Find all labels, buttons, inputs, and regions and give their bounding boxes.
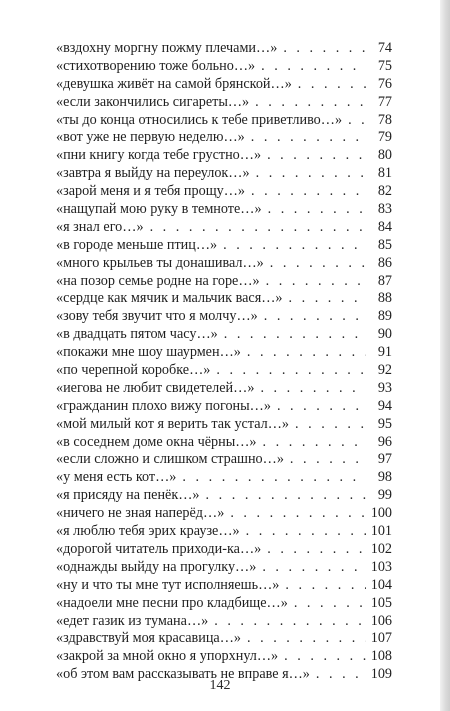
dot-leader: [214, 613, 366, 631]
toc-entry-title: «я люблю тебя эрих краузе…»: [56, 523, 240, 540]
dot-leader: [150, 219, 366, 237]
dot-leader: [224, 326, 366, 344]
dot-leader: [267, 147, 366, 165]
dot-leader: [251, 183, 366, 201]
toc-entry: [56, 398, 392, 416]
toc-entry-title: «в двадцать пятом часу…»: [56, 326, 218, 343]
toc-entry-title: «я присяду на пенёк…»: [56, 487, 200, 504]
toc-entry-page: 108: [370, 648, 392, 665]
dot-leader: [277, 398, 366, 416]
toc-entry: [56, 76, 392, 94]
toc-entry: [56, 273, 392, 291]
toc-entry-title: «однажды выйду на прогулку…»: [56, 558, 257, 575]
toc-entry-page: 87: [377, 272, 392, 289]
toc-entry-title: «завтра я выйду на переулок…»: [56, 165, 250, 182]
dot-leader: [289, 290, 367, 308]
toc-entry: [56, 487, 392, 505]
toc-entry-page: 75: [377, 57, 392, 74]
page-number: 142: [209, 678, 231, 693]
toc-entry-title: «зарой меня и я тебя прощу…»: [56, 183, 245, 200]
toc-entry-title: «вздохну моргну пожму плечами…»: [56, 40, 278, 56]
toc-entry-page: 79: [377, 129, 392, 146]
toc-entry: [56, 40, 392, 58]
toc-entry-page: 89: [377, 308, 392, 325]
toc-entry-title: «ну и что ты мне тут исполняешь…»: [56, 576, 280, 593]
dot-leader: [230, 505, 366, 523]
toc-entry: [56, 362, 392, 380]
toc-entry-page: 98: [377, 469, 392, 486]
toc-entry-page: 102: [370, 540, 392, 557]
dot-leader: [298, 76, 366, 94]
dot-leader: [247, 344, 366, 362]
dot-leader: [246, 523, 366, 541]
toc-entry-title: «нащупай мою руку в темноте…»: [56, 201, 262, 218]
toc-entry: [56, 290, 392, 308]
toc-entry-page: 83: [377, 201, 392, 218]
toc-entry: [56, 380, 392, 398]
toc-entry-title: «здравствуй моя красавица…»: [56, 630, 241, 647]
dot-leader: [256, 165, 366, 183]
toc-entry-title: «об этом вам рассказывать не вправе я…»: [56, 666, 310, 683]
dot-leader: [295, 416, 366, 434]
toc-entry: [56, 201, 392, 219]
toc-entry-title: «зову тебя звучит что я молчу…»: [56, 308, 258, 325]
toc-entry-page: 96: [377, 433, 392, 450]
toc-entry-page: 106: [370, 612, 392, 629]
toc-entry: [56, 505, 392, 523]
toc-entry: [56, 523, 392, 541]
dot-leader: [290, 451, 366, 469]
dot-leader: [262, 559, 366, 577]
toc-entry-page: 95: [377, 415, 392, 432]
toc-entry-page: 97: [377, 451, 392, 468]
toc-entry: [56, 595, 392, 613]
toc-entry-title: «пни книгу когда тебе грустно…»: [56, 147, 262, 164]
toc-entry-title: «если закончились сигареты…»: [56, 93, 250, 110]
toc-entry-page: 94: [377, 397, 392, 414]
dot-leader: [294, 595, 366, 613]
toc-entry: [56, 648, 392, 666]
dot-leader: [263, 434, 366, 452]
toc-entry-title: «у меня есть кот…»: [56, 469, 177, 486]
dot-leader: [261, 58, 366, 76]
dot-leader: [182, 469, 366, 487]
dot-leader: [255, 94, 366, 112]
dot-leader: [268, 201, 366, 219]
toc-entry: [56, 129, 392, 147]
toc-entry-page: 81: [377, 165, 392, 182]
toc-entry: [56, 326, 392, 344]
toc-entry: [56, 434, 392, 452]
toc-entry: [56, 147, 392, 165]
table-of-contents: [56, 40, 392, 684]
toc-entry-page: 86: [377, 254, 392, 271]
dot-leader: [251, 129, 366, 147]
toc-entry: [56, 308, 392, 326]
toc-entry-page: 107: [370, 630, 392, 647]
dot-leader: [216, 362, 366, 380]
toc-entry: [56, 559, 392, 577]
toc-entry-title: «покажи мне шоу шаурмен…»: [56, 344, 241, 361]
toc-entry: [56, 112, 392, 130]
dot-leader: [264, 308, 366, 326]
toc-entry-page: 104: [370, 576, 392, 593]
toc-entry-page: 80: [377, 147, 392, 164]
dot-leader: [260, 380, 366, 398]
toc-entry-title: «дорогой читатель приходи-ка…»: [56, 540, 262, 557]
dot-leader: [266, 273, 366, 291]
toc-entry-title: «девушка живёт на самой брянской…»: [56, 75, 292, 92]
dot-leader: [270, 255, 366, 273]
toc-entry: [56, 416, 392, 434]
toc-entry: [56, 613, 392, 631]
toc-entry: [56, 219, 392, 237]
toc-entry-page: 101: [370, 523, 392, 540]
toc-entry-page: 91: [377, 344, 392, 361]
toc-entry-title: «если сложно и слишком страшно…»: [56, 451, 284, 468]
toc-entry-title: «вот уже не первую неделю…»: [56, 129, 245, 146]
toc-entry-title: «мой милый кот я верить так устал…»: [56, 415, 289, 432]
toc-entry-page: 103: [370, 558, 392, 575]
toc-entry-page: 105: [370, 594, 392, 611]
toc-entry-title: «надоели мне песни про кладбище…»: [56, 594, 288, 611]
dot-leader: [283, 40, 366, 58]
toc-entry-title: «я знал его…»: [56, 218, 144, 235]
toc-entry: [56, 255, 392, 273]
toc-entry: [56, 577, 392, 595]
toc-entry-page: 85: [377, 236, 392, 253]
dot-leader: [284, 648, 366, 666]
toc-entry-page: 76: [377, 75, 392, 92]
dot-leader: [247, 630, 366, 648]
toc-entry: [56, 58, 392, 76]
toc-entry: [56, 469, 392, 487]
dot-leader: [267, 541, 366, 559]
toc-entry: [56, 165, 392, 183]
toc-entry: [56, 451, 392, 469]
toc-entry-title: «в соседнем доме окна чёрны…»: [56, 433, 257, 450]
toc-entry-page: 88: [377, 290, 392, 307]
toc-entry-page: 100: [370, 505, 392, 522]
toc-entry-title: «гражданин плохо вижу погоны…»: [56, 397, 271, 414]
toc-entry-title: «много крыльев ты донашивал…»: [56, 254, 264, 271]
toc-entry-page: 74: [377, 40, 392, 56]
toc-entry-page: 109: [370, 666, 392, 683]
toc-entry-title: «на позор семье родне на горе…»: [56, 272, 260, 289]
toc-entry-title: «сердце как мячик и мальчик вася…»: [56, 290, 283, 307]
toc-entry: [56, 183, 392, 201]
toc-entry-title: «в городе меньше птиц…»: [56, 236, 218, 253]
toc-entry-page: 84: [377, 218, 392, 235]
toc-entry-page: 99: [377, 487, 392, 504]
dot-leader: [348, 112, 366, 130]
page-edge-shadow: [440, 0, 450, 711]
toc-entry-title: «ты до конца относились к тебе приветливо…»: [56, 111, 343, 128]
toc-entry: [56, 344, 392, 362]
toc-entry-title: «закрой за мной окно я упорхнул…»: [56, 648, 279, 665]
toc-entry-title: «по черепной коробке…»: [56, 362, 211, 379]
toc-entry: [56, 541, 392, 559]
toc-entry-page: 78: [377, 111, 392, 128]
dot-leader: [206, 487, 366, 505]
toc-entry: [56, 630, 392, 648]
toc-entry-title: «едет газик из тумана…»: [56, 612, 209, 629]
dot-leader: [223, 237, 366, 255]
toc-entry-title: «иегова не любит свидетелей…»: [56, 379, 255, 396]
toc-entry-page: 90: [377, 326, 392, 343]
toc-entry-page: 93: [377, 379, 392, 396]
toc-entry: [56, 237, 392, 255]
toc-entry-page: 82: [377, 183, 392, 200]
toc-entry-title: «стихотворению тоже больно…»: [56, 57, 256, 74]
toc-entry: [56, 94, 392, 112]
toc-entry-page: 77: [377, 93, 392, 110]
toc-entry-page: 92: [377, 362, 392, 379]
dot-leader: [285, 577, 366, 595]
toc-entry-title: «ничего не зная наперёд…»: [56, 505, 225, 522]
